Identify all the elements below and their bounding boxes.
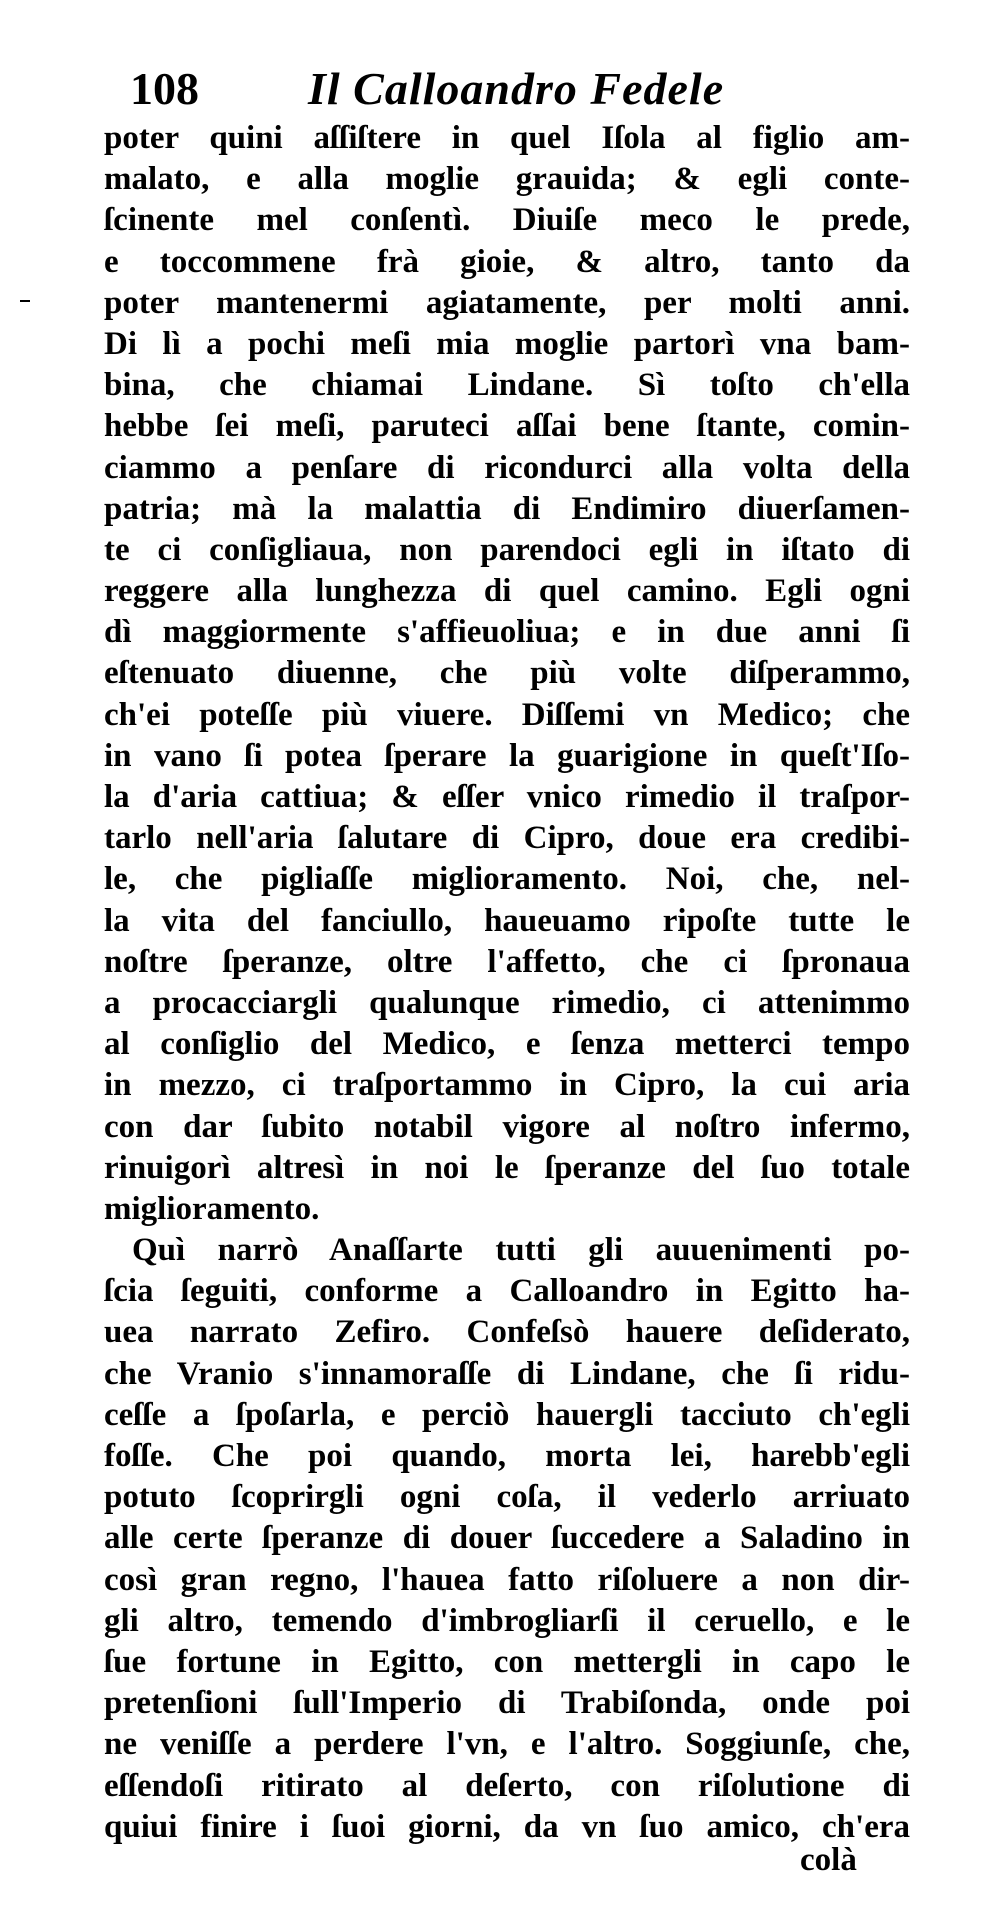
text-line: e toccommene frà gioie, & altro, tanto da [104,243,910,280]
margin-mark [20,300,30,302]
text-line: malato, e alla moglie grauida; & egli conte- [104,161,910,198]
text-line: in vano ſi potea ſperare la guarigione in queſt'Iſo- [104,737,910,774]
text-line: miglioramento. [104,1190,320,1227]
page-header [130,62,860,122]
text-line: gli altro, temendo d'imbrogliarſi il ceruello, e le [104,1602,910,1639]
body-text [104,118,910,1848]
text-line: Quì narrò Anaſſarte tutti gli auuenimenti po- [132,1232,910,1269]
text-line: hebbe ſei meſi, paruteci aſſai bene ſtante, comin- [104,408,910,445]
text-line: alle certe ſperanze di douer ſuccedere a Saladino in [104,1520,910,1557]
text-line: reggere alla lunghezza di quel camino. Egli ogni [104,573,910,610]
catchword: colà [800,1842,857,1878]
text-line: con dar ſubito notabil vigore al noſtro infermo, [104,1108,910,1145]
text-line: a procacciargli qualunque rimedio, ci attenimmo [104,984,910,1021]
text-line: dì maggiormente s'affieuoliua; e in due anni ſi [104,614,910,651]
text-line: ſcinente mel conſentì. Diuiſe meco le prede, [104,202,910,239]
text-line: ceſſe a ſpoſarla, e perciò hauergli tacciuto ch'egli [104,1396,910,1433]
text-line: poter quini aſſiſtere in quel Iſola al figlio am- [104,120,910,156]
text-line: ch'ei poteſſe più viuere. Diſſemi vn Medico; che [104,696,910,733]
text-line: che Vranio s'innamoraſſe di Lindane, che ſi ridu- [104,1355,910,1392]
text-line: in mezzo, ci traſportammo in Cipro, la cui aria [104,1067,910,1104]
text-line: rinuigorì altresì in noi le ſperanze del ſuo totale [104,1149,910,1186]
text-line: Di lì a pochi meſi mia moglie partorì vna bam- [104,325,910,362]
text-line: la vita del fanciullo, haueuamo ripoſte tutte le [104,902,910,939]
text-line: noſtre ſperanze, oltre l'affetto, che ci ſpronaua [104,943,910,980]
text-line: te ci conſigliaua, non parendoci egli in iſtato di [104,531,910,568]
text-line: ne veniſſe a perdere l'vn, e l'altro. Soggiunſe, che, [104,1726,910,1763]
text-line: potuto ſcoprirgli ogni coſa, il vederlo arriuato [104,1479,910,1516]
text-line: poter mantenermi agiatamente, per molti anni. [104,284,910,321]
text-line: tarlo nell'aria ſalutare di Cipro, doue era credibi- [104,820,910,857]
text-line: così gran regno, l'hauea fatto riſoluere a non dir- [104,1561,910,1598]
text-line: la d'aria cattiua; & eſſer vnico rimedio il traſpor- [104,779,910,815]
text-line: eſtenuato diuenne, che più volte diſperammo, [104,655,910,692]
text-line: bina, che chiamai Lindane. Sì toſto ch'ella [104,367,910,404]
text-line: foſſe. Che poi quando, morta lei, harebb'egli [104,1438,910,1474]
running-title: Il Calloandro Fedele [308,63,725,114]
text-line: ſcia ſeguiti, conforme a Calloandro in Egitto ha- [104,1273,910,1310]
text-line: ſue fortune in Egitto, con mettergli in capo le [104,1643,910,1680]
text-line: pretenſioni ſull'Imperio di Trabiſonda, onde poi [104,1685,910,1722]
text-line: uea narrato Zefiro. Confeſsò hauere deſiderato, [104,1314,910,1351]
page-number: 108 [130,63,199,114]
text-line: le, che pigliaſſe miglioramento. Noi, che, nel- [104,861,910,898]
text-line: al conſiglio del Medico, e ſenza metterci tempo [104,1026,910,1063]
text-line: patria; mà la malattia di Endimiro diuerſamen- [104,490,910,527]
text-line: quiui finire i ſuoi giorni, da vn ſuo amico, ch'era [104,1808,910,1845]
text-line: ciammo a penſare di ricondurci alla volta della [104,449,910,486]
text-line: eſſendoſi ritirato al deſerto, con riſolutione di [104,1767,910,1804]
